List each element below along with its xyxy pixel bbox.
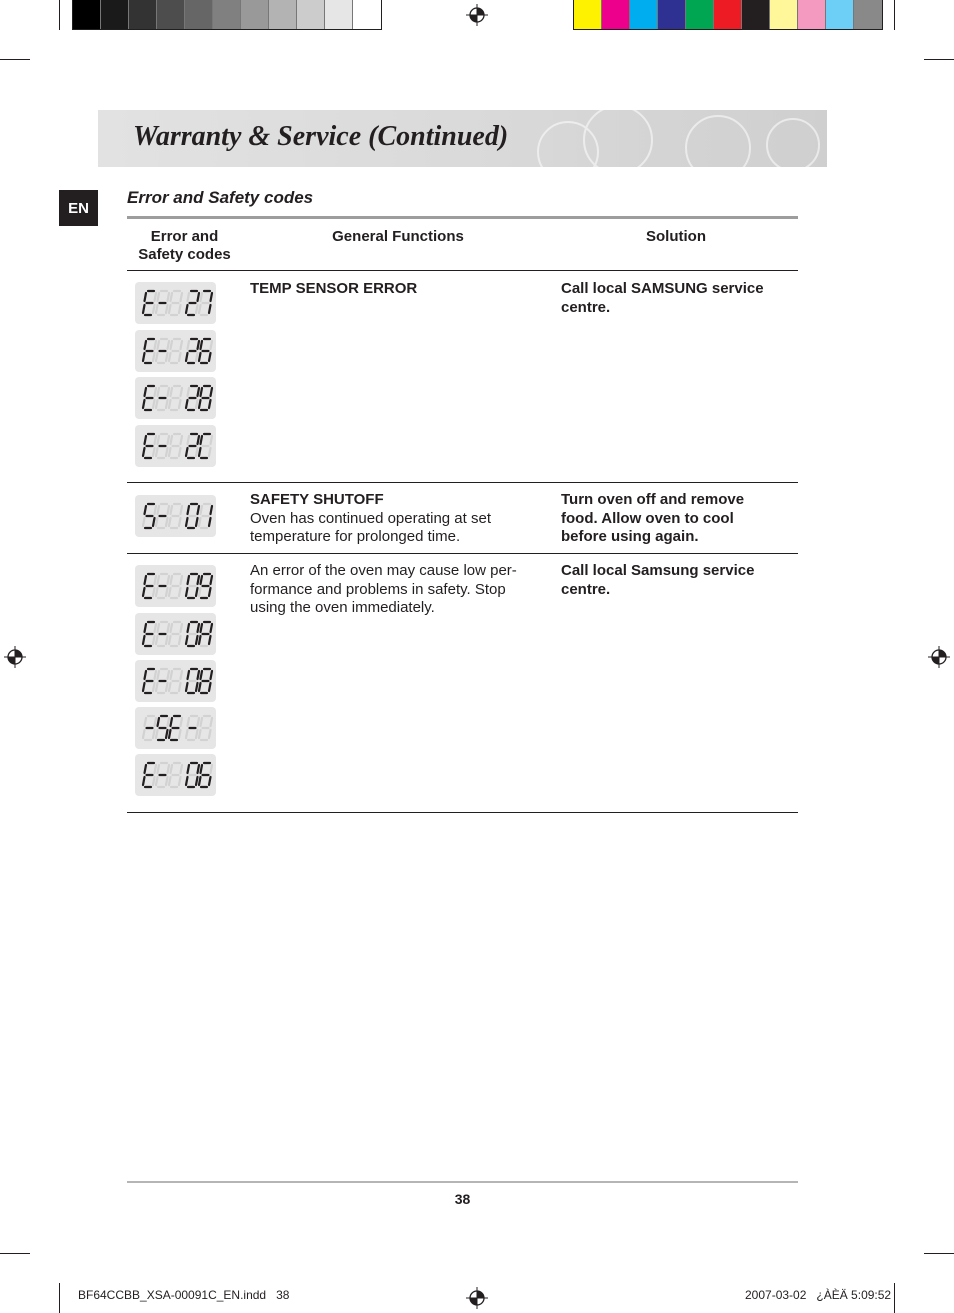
color-swatch <box>269 0 297 29</box>
error-code-display <box>135 565 216 607</box>
function-text <box>250 562 550 618</box>
lcd-digit <box>143 669 156 693</box>
function-desc-line: temperature for prolonged time. <box>250 528 461 545</box>
error-code-display <box>135 282 216 324</box>
lcd-digit <box>199 504 212 528</box>
footer-rule <box>127 1181 798 1183</box>
language-tab: EN <box>59 190 98 226</box>
lcd-digit <box>169 763 182 787</box>
registration-mark-icon <box>928 646 950 668</box>
lcd-digit <box>156 291 169 315</box>
solution-line: before using again. <box>561 528 699 545</box>
function-desc-line: Oven has continued operating at set <box>250 509 491 527</box>
error-code-display <box>135 613 216 655</box>
lcd-digit <box>143 434 156 458</box>
crop-mark <box>0 59 30 60</box>
lcd-digit <box>186 386 199 410</box>
color-swatch <box>826 0 854 29</box>
lcd-digit <box>143 339 156 363</box>
crop-mark <box>924 59 954 60</box>
lcd-digit <box>143 716 156 740</box>
lcd-digit <box>156 763 169 787</box>
lcd-digit <box>186 291 199 315</box>
color-swatch <box>297 0 325 29</box>
solution-line: Turn oven off and remove <box>561 491 745 508</box>
color-swatch <box>798 0 826 29</box>
table-bottom-rule <box>127 812 798 813</box>
date-slug: 2007-03-02 ¿ÀÈÄ 5:09:52 <box>745 1288 892 1302</box>
page-title: Warranty & Service (Continued) <box>133 121 509 152</box>
lcd-digit <box>143 763 156 787</box>
color-swatch <box>742 0 770 29</box>
color-swatch <box>241 0 269 29</box>
section-title: Error and Safety codes <box>127 188 314 207</box>
lcd-digit <box>156 386 169 410</box>
function-desc-line: using the oven immediately. <box>250 599 435 616</box>
error-code-display <box>135 377 216 419</box>
lcd-digit <box>169 291 182 315</box>
color-swatch <box>854 0 882 29</box>
error-code-display <box>135 660 216 702</box>
page-number: 38 <box>454 1191 471 1207</box>
registration-mark-icon <box>466 1287 488 1309</box>
table-rule <box>127 553 798 554</box>
solution-line: centre. <box>561 580 611 598</box>
lcd-digit <box>169 669 182 693</box>
header-codes-line: Error and <box>150 228 219 245</box>
lcd-digit <box>199 574 212 598</box>
function-title: SAFETY SHUTOFF <box>250 491 384 508</box>
header-functions: General Functions <box>332 228 464 245</box>
lcd-digit <box>156 504 169 528</box>
color-swatch <box>101 0 129 29</box>
function-desc-line: formance and problems in safety. Stop <box>250 580 506 598</box>
color-swatch <box>770 0 798 29</box>
crop-mark <box>59 1283 60 1313</box>
header-band <box>98 110 827 167</box>
lcd-digit <box>186 574 199 598</box>
color-swatch <box>630 0 658 29</box>
crop-mark <box>0 1253 30 1254</box>
header-solution: Solution <box>646 228 706 245</box>
solution-line: Call local Samsung service <box>561 562 755 579</box>
solution-line: food. Allow oven to cool <box>561 509 734 527</box>
lcd-digit <box>169 504 182 528</box>
color-swatch <box>213 0 241 29</box>
lcd-digit <box>186 339 199 363</box>
error-code-display <box>135 707 216 749</box>
color-swatch <box>714 0 742 29</box>
color-swatch <box>686 0 714 29</box>
lcd-digit <box>186 622 199 646</box>
header-codes <box>127 228 242 264</box>
crop-mark <box>894 0 895 30</box>
lcd-digit <box>199 763 212 787</box>
lcd-digit <box>169 574 182 598</box>
lcd-digit <box>186 434 199 458</box>
lcd-digit <box>169 339 182 363</box>
table-rule <box>127 270 798 271</box>
error-code-display <box>135 425 216 467</box>
color-swatch <box>658 0 686 29</box>
color-swatch <box>602 0 630 29</box>
lcd-digit <box>143 622 156 646</box>
crop-mark <box>924 1253 954 1254</box>
color-swatch <box>129 0 157 29</box>
solution-text <box>561 562 798 599</box>
lcd-digit <box>199 386 212 410</box>
color-swatch <box>574 0 602 29</box>
table-rule <box>127 482 798 483</box>
lcd-digit <box>156 669 169 693</box>
color-swatch <box>325 0 353 29</box>
lcd-digit <box>156 574 169 598</box>
lcd-digit <box>143 504 156 528</box>
color-swatch <box>185 0 213 29</box>
lcd-digit <box>156 339 169 363</box>
lcd-digit <box>199 434 212 458</box>
solution-line: centre. <box>561 298 611 316</box>
lcd-digit <box>199 291 212 315</box>
lcd-digit <box>143 386 156 410</box>
color-swatch <box>73 0 101 29</box>
lcd-digit <box>186 763 199 787</box>
header-codes-line: Safety codes <box>138 246 231 263</box>
error-code-display <box>135 495 216 537</box>
solution-text <box>561 280 798 317</box>
lcd-digit <box>186 669 199 693</box>
color-swatch <box>157 0 185 29</box>
error-code-display <box>135 754 216 796</box>
color-calibration-bar <box>573 0 883 30</box>
lcd-digit <box>186 716 199 740</box>
solution-line: Call local SAMSUNG service <box>561 280 764 297</box>
lcd-digit <box>156 434 169 458</box>
error-code-display <box>135 330 216 372</box>
function-title: TEMP SENSOR ERROR <box>250 280 418 297</box>
lcd-digit <box>199 716 212 740</box>
crop-mark <box>59 0 60 30</box>
lcd-digit <box>169 716 182 740</box>
crop-mark <box>894 1283 895 1313</box>
registration-mark-icon <box>466 4 488 26</box>
lcd-digit <box>156 716 169 740</box>
lcd-digit <box>186 504 199 528</box>
lcd-digit <box>199 622 212 646</box>
lcd-digit <box>169 622 182 646</box>
gray-calibration-bar <box>72 0 382 30</box>
lcd-digit <box>143 291 156 315</box>
file-slug: BF64CCBB_XSA-00091C_EN.indd 38 <box>78 1288 290 1302</box>
lcd-digit <box>199 339 212 363</box>
lcd-digit <box>199 669 212 693</box>
lcd-digit <box>169 434 182 458</box>
registration-mark-icon <box>4 646 26 668</box>
function-desc-line: An error of the oven may cause low per- <box>250 562 517 579</box>
lcd-digit <box>169 386 182 410</box>
color-swatch <box>353 0 381 29</box>
solution-text <box>561 491 798 547</box>
lcd-digit <box>156 622 169 646</box>
lcd-digit <box>143 574 156 598</box>
table-top-rule <box>127 216 798 219</box>
function-text <box>250 491 546 547</box>
